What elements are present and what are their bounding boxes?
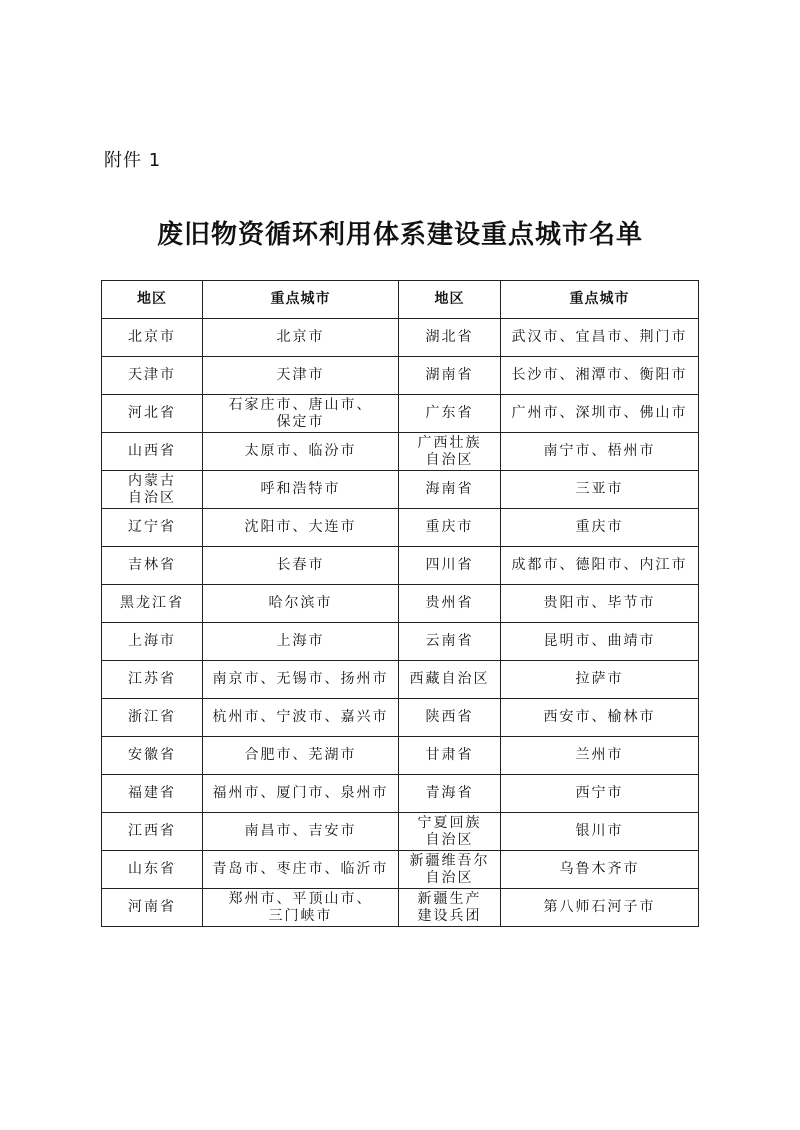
- region-cell: [102, 851, 203, 889]
- cell-text: 第八师石河子市: [543, 899, 656, 915]
- key-cities-cell: [501, 319, 699, 357]
- region-cell: [399, 813, 501, 851]
- cell-text: 新疆生产 建设兵团: [417, 890, 482, 924]
- table-row: [102, 623, 699, 661]
- table-row: [102, 661, 699, 699]
- cell-text: 浙江省: [128, 709, 176, 725]
- key-cities-cell: [501, 851, 699, 889]
- cell-text: 辽宁省: [128, 519, 176, 535]
- region-cell: [102, 585, 203, 623]
- key-cities-cell: [501, 699, 699, 737]
- table-header-row: [102, 281, 699, 319]
- region-cell: [399, 585, 501, 623]
- cell-text: 黑龙江省: [120, 595, 184, 611]
- cell-text: 福建省: [128, 785, 176, 801]
- key-cities-cell: [203, 889, 399, 927]
- cell-text: 吉林省: [128, 557, 176, 573]
- table-row: [102, 433, 699, 471]
- region-cell: [102, 661, 203, 699]
- key-cities-cell: [203, 737, 399, 775]
- cell-text: 昆明市、曲靖市: [543, 633, 656, 649]
- region-cell: [399, 433, 501, 471]
- table-row: [102, 737, 699, 775]
- cell-text: 北京市: [276, 329, 325, 345]
- key-cities-cell: [203, 433, 399, 471]
- cell-text: 西安市、榆林市: [543, 709, 656, 725]
- cell-text: 长春市: [276, 557, 325, 573]
- key-cities-cell: [203, 813, 399, 851]
- region-cell: [102, 889, 203, 927]
- cell-text: 西宁市: [575, 785, 624, 801]
- region-cell: [399, 889, 501, 927]
- key-cities-cell: [501, 661, 699, 699]
- key-cities-cell: [203, 509, 399, 547]
- key-cities-cell: [203, 623, 399, 661]
- region-cell: [399, 319, 501, 357]
- cell-text: 四川省: [425, 557, 474, 573]
- cell-text: 石家庄市、唐山市、 保定市: [228, 396, 373, 430]
- key-cities-cell: [501, 547, 699, 585]
- region-cell: [102, 471, 203, 509]
- cell-text: 贵州省: [425, 595, 474, 611]
- cell-text: 杭州市、宁波市、嘉兴市: [212, 709, 389, 725]
- region-cell: [102, 357, 203, 395]
- cell-text: 贵阳市、毕节市: [543, 595, 656, 611]
- region-cell: [399, 471, 501, 509]
- cell-text: 河南省: [128, 899, 176, 915]
- attachment-label: 附件 1: [104, 150, 162, 171]
- region-cell: [399, 661, 501, 699]
- cell-text: 山东省: [128, 861, 176, 877]
- table-row: [102, 699, 699, 737]
- cell-text: 湖北省: [425, 329, 474, 345]
- key-cities-cell: [501, 737, 699, 775]
- cell-text: 江西省: [128, 823, 176, 839]
- cell-text: 江苏省: [128, 671, 176, 687]
- cell-text: 北京市: [128, 329, 176, 345]
- key-cities-cell: [203, 699, 399, 737]
- key-cities-cell: [203, 661, 399, 699]
- key-cities-cell: [203, 319, 399, 357]
- key-cities-cell: [203, 357, 399, 395]
- key-cities-cell: [501, 889, 699, 927]
- cell-text: 青海省: [425, 785, 474, 801]
- cell-text: 陕西省: [425, 709, 474, 725]
- cell-text: 福州市、厦门市、泉州市: [212, 785, 389, 801]
- cell-text: 重庆市: [575, 519, 624, 535]
- header-key-cities: 重点城市: [501, 281, 699, 319]
- table-row: [102, 319, 699, 357]
- table-row: [102, 851, 699, 889]
- region-cell: [399, 395, 501, 433]
- table-row: [102, 471, 699, 509]
- key-cities-cell: [501, 813, 699, 851]
- key-cities-cell: [203, 775, 399, 813]
- cell-text: 海南省: [425, 481, 474, 497]
- cell-text: 宁夏回族 自治区: [417, 814, 482, 848]
- cell-text: 呼和浩特市: [260, 481, 341, 497]
- region-cell: [399, 623, 501, 661]
- cell-text: 新疆维吾尔 自治区: [409, 852, 490, 886]
- cell-text: 郑州市、平顶山市、 三门峡市: [228, 890, 373, 924]
- key-cities-cell: [501, 509, 699, 547]
- region-cell: [102, 509, 203, 547]
- region-cell: [399, 775, 501, 813]
- region-cell: [102, 547, 203, 585]
- cell-text: 广州市、深圳市、佛山市: [511, 405, 688, 421]
- cell-text: 内蒙古 自治区: [128, 472, 176, 506]
- key-cities-cell: [501, 585, 699, 623]
- region-cell: [399, 699, 501, 737]
- key-cities-cell: [203, 395, 399, 433]
- cell-text: 沈阳市、大连市: [244, 519, 357, 535]
- cell-text: 三亚市: [575, 481, 624, 497]
- region-cell: [102, 395, 203, 433]
- cell-text: 广东省: [425, 405, 474, 421]
- cell-text: 西藏自治区: [409, 671, 490, 687]
- key-cities-cell: [203, 585, 399, 623]
- key-cities-cell: [501, 357, 699, 395]
- header-region: 地区: [102, 281, 203, 319]
- region-cell: [102, 623, 203, 661]
- cell-text: 乌鲁木齐市: [559, 861, 640, 877]
- table-row: [102, 585, 699, 623]
- region-cell: [102, 699, 203, 737]
- cell-text: 兰州市: [575, 747, 624, 763]
- cell-text: 安徽省: [128, 747, 176, 763]
- region-cell: [399, 547, 501, 585]
- cell-text: 青岛市、枣庄市、临沂市: [212, 861, 389, 877]
- key-cities-cell: [501, 433, 699, 471]
- cell-text: 哈尔滨市: [268, 595, 333, 611]
- key-cities-cell: [501, 775, 699, 813]
- cell-text: 上海市: [276, 633, 325, 649]
- region-cell: [399, 851, 501, 889]
- key-cities-cell: [501, 395, 699, 433]
- cell-text: 太原市、临汾市: [244, 443, 357, 459]
- key-cities-cell: [501, 623, 699, 661]
- cell-text: 天津市: [276, 367, 325, 383]
- cell-text: 云南省: [425, 633, 474, 649]
- cell-text: 上海市: [128, 633, 176, 649]
- region-cell: [102, 433, 203, 471]
- cell-text: 天津市: [128, 367, 176, 383]
- header-region: 地区: [399, 281, 501, 319]
- cell-text: 山西省: [128, 443, 176, 459]
- header-key-cities: 重点城市: [203, 281, 399, 319]
- table-row: [102, 547, 699, 585]
- document-title: 废旧物资循环利用体系建设重点城市名单: [156, 220, 643, 250]
- key-cities-cell: [203, 471, 399, 509]
- cell-text: 武汉市、宜昌市、荆门市: [511, 329, 688, 345]
- cell-text: 拉萨市: [575, 671, 624, 687]
- key-cities-cell: [501, 471, 699, 509]
- region-cell: [102, 775, 203, 813]
- cell-text: 南京市、无锡市、扬州市: [212, 671, 389, 687]
- cell-text: 合肥市、芜湖市: [244, 747, 357, 763]
- region-cell: [399, 737, 501, 775]
- table-row: [102, 395, 699, 433]
- region-cell: [102, 813, 203, 851]
- cell-text: 银川市: [575, 823, 624, 839]
- table-row: [102, 775, 699, 813]
- region-cell: [102, 737, 203, 775]
- table-row: [102, 889, 699, 927]
- table-row: [102, 509, 699, 547]
- cell-text: 甘肃省: [425, 747, 474, 763]
- cell-text: 重庆市: [425, 519, 474, 535]
- key-cities-cell: [203, 851, 399, 889]
- cell-text: 成都市、德阳市、内江市: [511, 557, 688, 573]
- cell-text: 湖南省: [425, 367, 474, 383]
- region-cell: [102, 319, 203, 357]
- region-cell: [399, 357, 501, 395]
- cell-text: 河北省: [128, 405, 176, 421]
- table-row: [102, 357, 699, 395]
- cell-text: 广西壮族 自治区: [417, 434, 482, 468]
- table-row: [102, 813, 699, 851]
- key-cities-table: [101, 280, 699, 927]
- cell-text: 长沙市、湘潭市、衡阳市: [511, 367, 688, 383]
- cell-text: 南昌市、吉安市: [244, 823, 357, 839]
- cell-text: 南宁市、梧州市: [543, 443, 656, 459]
- region-cell: [399, 509, 501, 547]
- key-cities-cell: [203, 547, 399, 585]
